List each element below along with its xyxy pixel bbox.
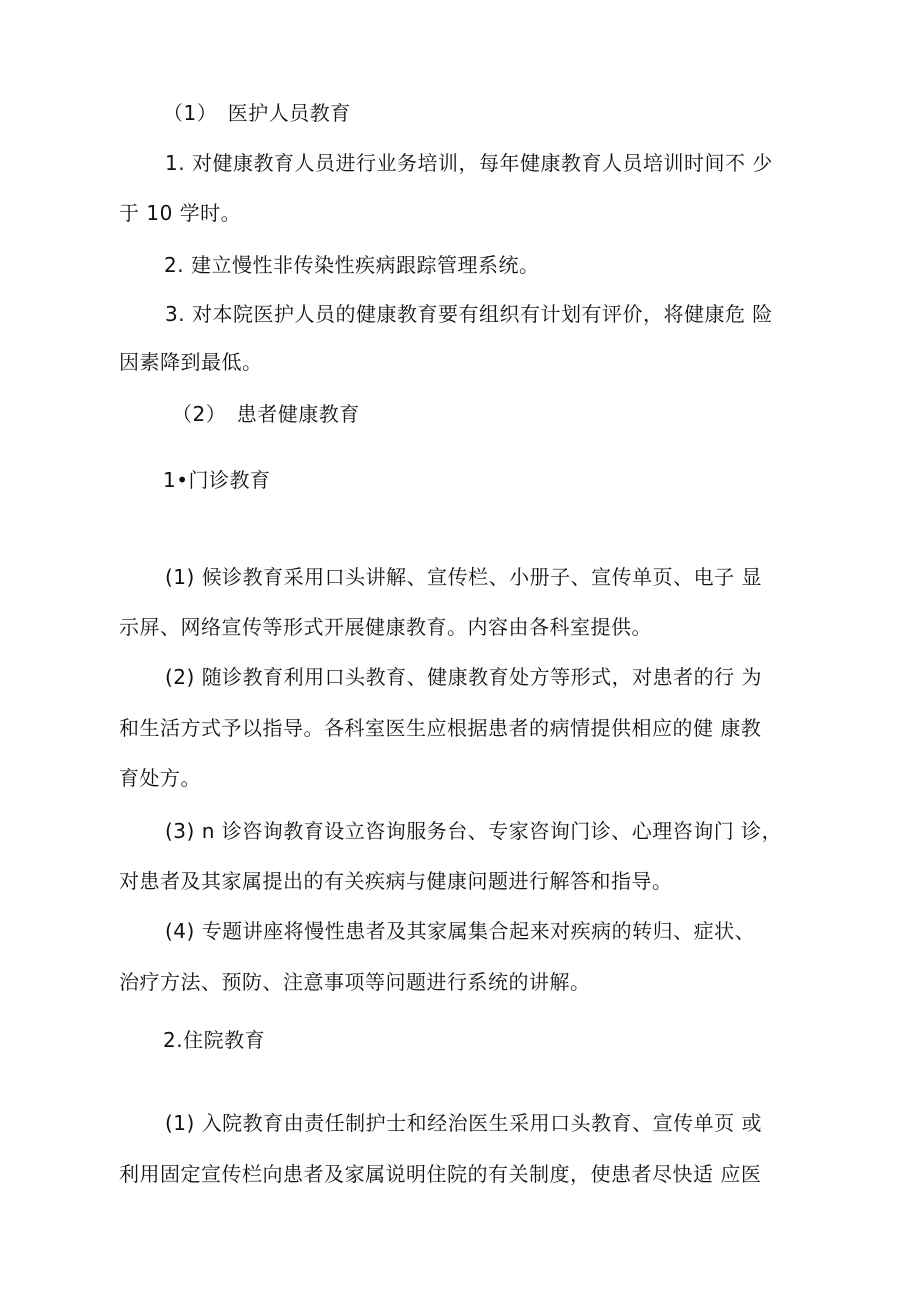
- paragraph-line: (2) 随诊教育利用口头教育、健康教育处方等形式，对患者的行 为: [165, 665, 763, 689]
- subsection-title: 2.住院教育: [163, 1028, 266, 1052]
- paragraph-line: 育处方。: [119, 766, 201, 790]
- section-heading: （2） 患者健康教育: [172, 402, 360, 426]
- subsection-title: 1•门诊教育: [163, 468, 271, 492]
- paragraph-line: 3. 对本院医护人员的健康教育要有组织有计划有评价，将健康危 险: [165, 302, 773, 326]
- paragraph-line: 治疗方法、预防、注意事项等问题进行系统的讲解。: [119, 970, 591, 994]
- paragraph-line: 利用固定宣传栏向患者及家属说明住院的有关制度，使患者尽快适 应医: [119, 1162, 762, 1186]
- paragraph-line: 因素降到最低。: [119, 350, 263, 374]
- paragraph-line: (1) 候诊教育采用口头讲解、宣传栏、小册子、宣传单页、电子 显: [165, 565, 763, 589]
- paragraph-line: 1. 对健康教育人员进行业务培训，每年健康教育人员培训时间不 少: [165, 151, 773, 175]
- section-heading: （1） 医护人员教育: [163, 101, 351, 125]
- paragraph-line: (3) n 诊咨询教育设立咨询服务台、专家咨询门诊、心理咨询门 诊，: [165, 819, 783, 843]
- paragraph-line: 和生活方式予以指导。各科室医生应根据患者的病情提供相应的健 康教: [119, 716, 762, 740]
- paragraph-line: 对患者及其家属提出的有关疾病与健康问题进行解答和指导。: [119, 869, 673, 893]
- paragraph-line: 示屏、网络宣传等形式开展健康教育。内容由各科室提供。: [119, 615, 652, 639]
- paragraph-line: 2. 建立慢性非传染性疾病跟踪管理系统。: [164, 253, 540, 277]
- paragraph-line: 于 10 学时。: [119, 201, 242, 225]
- paragraph-line: (1) 入院教育由责任制护士和经治医生采用口头教育、宣传单页 或: [165, 1111, 763, 1135]
- paragraph-line: (4) 专题讲座将慢性患者及其家属集合起来对疾病的转归、症状、: [165, 919, 756, 943]
